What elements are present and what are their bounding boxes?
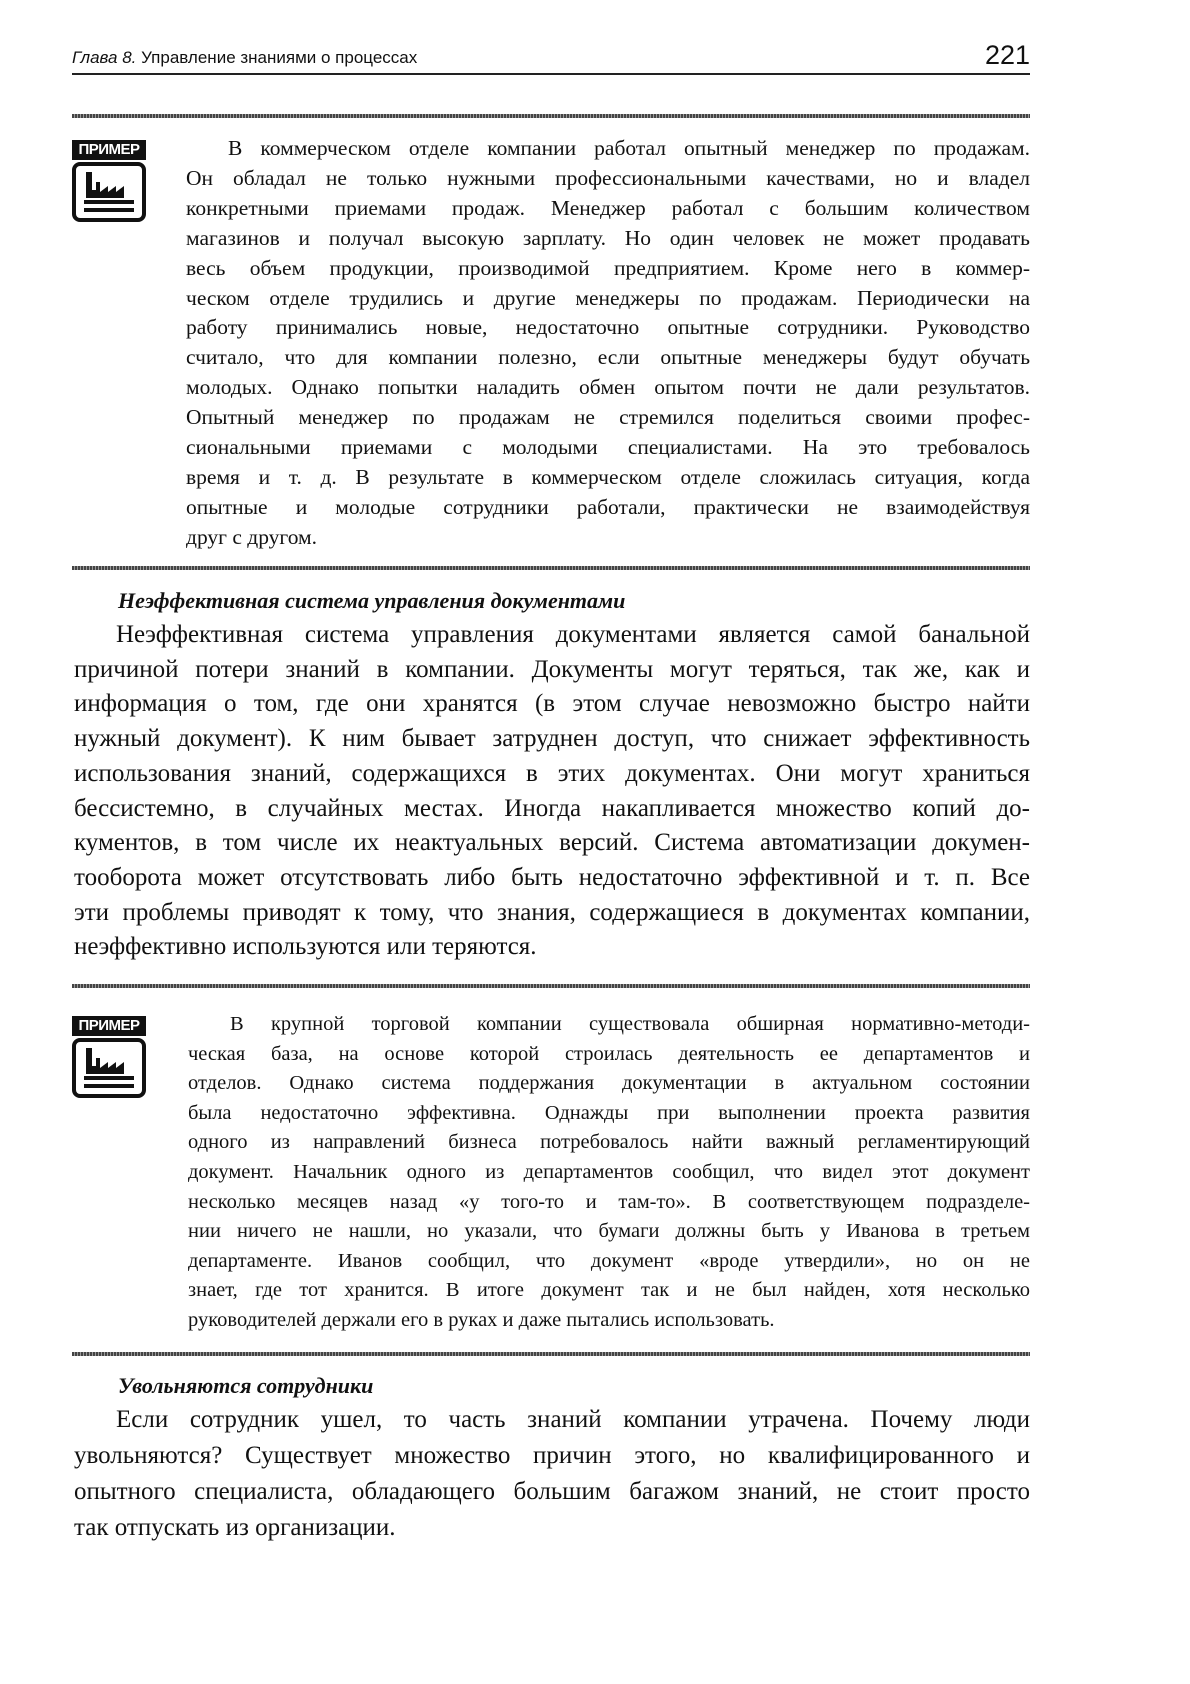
text-line: работу принимались новые, недостаточно опытные сотрудники. Руководство: [186, 315, 1030, 340]
section-heading: Неэффективная система управления документами: [118, 588, 626, 613]
text-line: ческом отделе трудились и другие менеджеры по продажам. Периодически на: [186, 285, 1030, 310]
text-line: Неэффективная система управления документами является самой банальной: [116, 621, 1030, 648]
section-heading: Увольняются сотрудники: [118, 1373, 374, 1398]
section-2-paragraph: [74, 1402, 1030, 1546]
text-line: тооборота может отсутствовать либо быть недостаточно эффективной и т. п. Все: [74, 863, 1030, 891]
text-line: Если сотрудник ушел, то часть знаний компании утрачена. Почему люди: [116, 1406, 1030, 1433]
text-line: эти проблемы приводят к тому, что знания, содержащиеся в документах компании,: [74, 898, 1030, 926]
example-rule-bottom: [72, 1352, 1030, 1356]
text-line: нужный документ). К ним бывает затруднен доступ, что снижает эффективность: [74, 725, 1030, 753]
text-line: неэффективно используются или теряются.: [74, 933, 537, 961]
text-line: опытного специалиста, обладающего большим багажом знаний, не стоит просто: [74, 1478, 1030, 1505]
example-rule-top: [72, 984, 1030, 988]
text-line: сиональными приемами с молодыми специалистами. На это требовалось: [186, 435, 1030, 460]
text-line: нии ничего не нашли, но указали, что бумаги должны быть у Иванова в третьем: [188, 1220, 1030, 1243]
example-2-text: [188, 1010, 1030, 1336]
text-line: весь объем продукции, производимой предприятием. Кроме него в коммер-: [186, 255, 1030, 280]
example-1-text: [186, 134, 1030, 553]
text-line: увольняются? Существует множество причин этого, но квалифицированного и: [74, 1442, 1030, 1469]
text-line: время и т. д. В результате в коммерческом отделе сложилась ситуация, когда: [186, 464, 1030, 489]
text-line: бессистемно, в случайных местах. Иногда накапливается множество копий до-: [74, 794, 1030, 822]
text-line: молодых. Однако попытки наладить обмен опытом почти не дали результатов.: [186, 375, 1030, 400]
example-rule-bottom: [72, 566, 1030, 570]
running-header: [72, 48, 417, 68]
text-line: В коммерческом отделе компании работал опытный менеджер по продажам.: [228, 136, 1030, 160]
text-line: ческая база, на основе которой строилась деятельность ее департаментов и: [188, 1042, 1030, 1065]
text-line: причиной потери знаний в компании. Документы могут теряться, так же, как и: [74, 655, 1030, 683]
text-line: конкретными приемами продаж. Менеджер работал с большим количеством: [186, 195, 1030, 220]
chapter-number: Глава 8.: [72, 48, 137, 67]
text-line: использования знаний, содержащихся в этих документах. Они могут храниться: [74, 759, 1030, 787]
text-line: магазинов и получал высокую зарплату. Но один человек не может продавать: [186, 225, 1030, 250]
text-line: была недостаточно эффективна. Однажды при выполнении проекта развития: [188, 1101, 1030, 1124]
text-line: считало, что для компании полезно, если опытные менеджеры будут обучать: [186, 345, 1030, 370]
page-number: 221: [984, 40, 1030, 70]
example-factory-icon: [72, 140, 146, 222]
text-line: отделов. Однако система поддержания документации в актуальном состоянии: [188, 1072, 1030, 1095]
text-line: департаменте. Иванов сообщил, что документ «вроде утвердили», но он не: [188, 1249, 1030, 1272]
example-label: ПРИМЕР: [72, 1016, 146, 1036]
text-line: Опытный менеджер по продажам не стремился поделиться своими профес-: [186, 405, 1030, 430]
example-factory-icon: [72, 1016, 146, 1098]
chapter-title: Управление знаниями о процессах: [141, 48, 418, 67]
text-line: руководителей держали его в руках и даже пытались использовать.: [188, 1308, 775, 1331]
text-line: опытные и молодые сотрудники работали, практически не взаимодействуя: [186, 494, 1030, 519]
section-1-paragraph: [74, 618, 1030, 965]
text-line: кументов, в том числе их неактуальных версий. Система автоматизации докумен-: [74, 829, 1030, 857]
example-label: ПРИМЕР: [72, 140, 146, 160]
text-line: несколько месяцев назад «у того-то и там-то». В соответствующем подразделе-: [188, 1190, 1030, 1213]
header-rule: [72, 73, 1030, 75]
text-line: друг с другом.: [186, 524, 318, 549]
example-rule-top: [72, 114, 1030, 118]
text-line: одного из направлений бизнеса потребовалось найти важный регламентирующий: [188, 1131, 1030, 1154]
text-line: знает, где тот хранится. В итоге документ так и не был найден, хотя несколько: [188, 1279, 1030, 1302]
text-line: информация о том, где они хранятся (в этом случае невозможно быстро найти: [74, 690, 1030, 718]
text-line: так отпускать из организации.: [74, 1514, 396, 1541]
text-line: документ. Начальник одного из департаментов сообщил, что видел этот документ: [188, 1160, 1030, 1183]
text-line: В крупной торговой компании существовала обширная нормативно-методи-: [230, 1013, 1030, 1035]
text-line: Он обладал не только нужными профессиональными качествами, но и владел: [186, 165, 1030, 190]
